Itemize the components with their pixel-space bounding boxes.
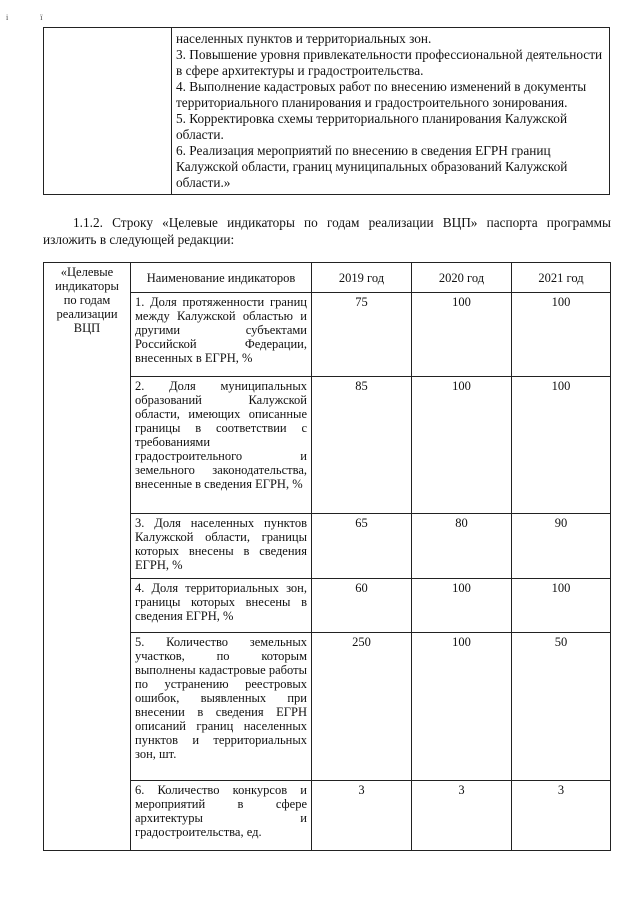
- value-2021: 3: [512, 781, 611, 851]
- value-2019: 65: [312, 514, 412, 579]
- header-year-2019: 2019 год: [312, 263, 412, 293]
- value-2020: 100: [412, 293, 512, 377]
- value-2021: 90: [512, 514, 611, 579]
- indicator-name: 6. Количество конкурсов и мероприятий в сфере архитектуры и градостроительства, ед.: [131, 781, 312, 851]
- value-2019: 75: [312, 293, 412, 377]
- objective-line: 6. Реализация мероприятий по внесению в сведения ЕГРН границ Калужской области, границ муниципальных образований Калужской области.»: [176, 143, 568, 190]
- value-2021: 100: [512, 377, 611, 514]
- value-2021: 100: [512, 293, 611, 377]
- page-mark: ї: [40, 13, 43, 22]
- value-2021: 50: [512, 633, 611, 781]
- indicator-name: 1. Доля протяженности границ между Калужской областью и другими субъектами Российской Федерации, внесенных в ЕГРН, %: [131, 293, 312, 377]
- empty-left-cell: [44, 28, 172, 195]
- header-indicator-name: Наименование индикаторов: [131, 263, 312, 293]
- header-year-2020: 2020 год: [412, 263, 512, 293]
- objective-line: 4. Выполнение кадастровых работ по внесению изменений в документы территориального планирования и градостроительного зонирования.: [176, 79, 587, 110]
- indicator-name: 5. Количество земельных участков, по которым выполнены кадастровые работы по устранению реестровых ошибок, выявленных при внесении в сведения ЕГРН описаний границ населенных пунктов и территориальных зон, шт.: [131, 633, 312, 781]
- value-2021: 100: [512, 579, 611, 633]
- indicator-name: 2. Доля муниципальных образований Калужской области, имеющих описанные границы в соответствии с требованиями градостроительного и земельного законодательства, внесенные в сведения ЕГРН, %: [131, 377, 312, 514]
- indicators-section-label: «Целевые индикаторы по годам реализации ВЦП: [44, 263, 131, 851]
- value-2020: 100: [412, 377, 512, 514]
- page-mark: i: [6, 13, 9, 22]
- value-2020: 3: [412, 781, 512, 851]
- value-2019: 250: [312, 633, 412, 781]
- amendment-paragraph: 1.1.2. Строку «Целевые индикаторы по годам реализации ВЦП» паспорта программы изложить в следующей редакции:: [43, 215, 611, 247]
- value-2019: 3: [312, 781, 412, 851]
- indicator-name: 4. Доля территориальных зон, границы которых внесены в сведения ЕГРН, %: [131, 579, 312, 633]
- header-year-2021: 2021 год: [512, 263, 611, 293]
- objectives-table-continuation: [43, 27, 610, 195]
- objective-line: 5. Корректировка схемы территориального планирования Калужской области.: [176, 111, 568, 142]
- value-2020: 100: [412, 633, 512, 781]
- page-marks: [6, 13, 72, 22]
- objectives-cell: [172, 28, 610, 195]
- value-2019: 60: [312, 579, 412, 633]
- indicators-table: [43, 262, 611, 851]
- indicator-name: 3. Доля населенных пунктов Калужской области, границы которых внесены в сведения ЕГРН, %: [131, 514, 312, 579]
- value-2020: 100: [412, 579, 512, 633]
- objective-line: 3. Повышение уровня привлекательности профессиональной деятельности в сфере архитектуры и градостроительства.: [176, 47, 603, 78]
- value-2019: 85: [312, 377, 412, 514]
- value-2020: 80: [412, 514, 512, 579]
- objective-line: населенных пунктов и территориальных зон.: [176, 31, 432, 46]
